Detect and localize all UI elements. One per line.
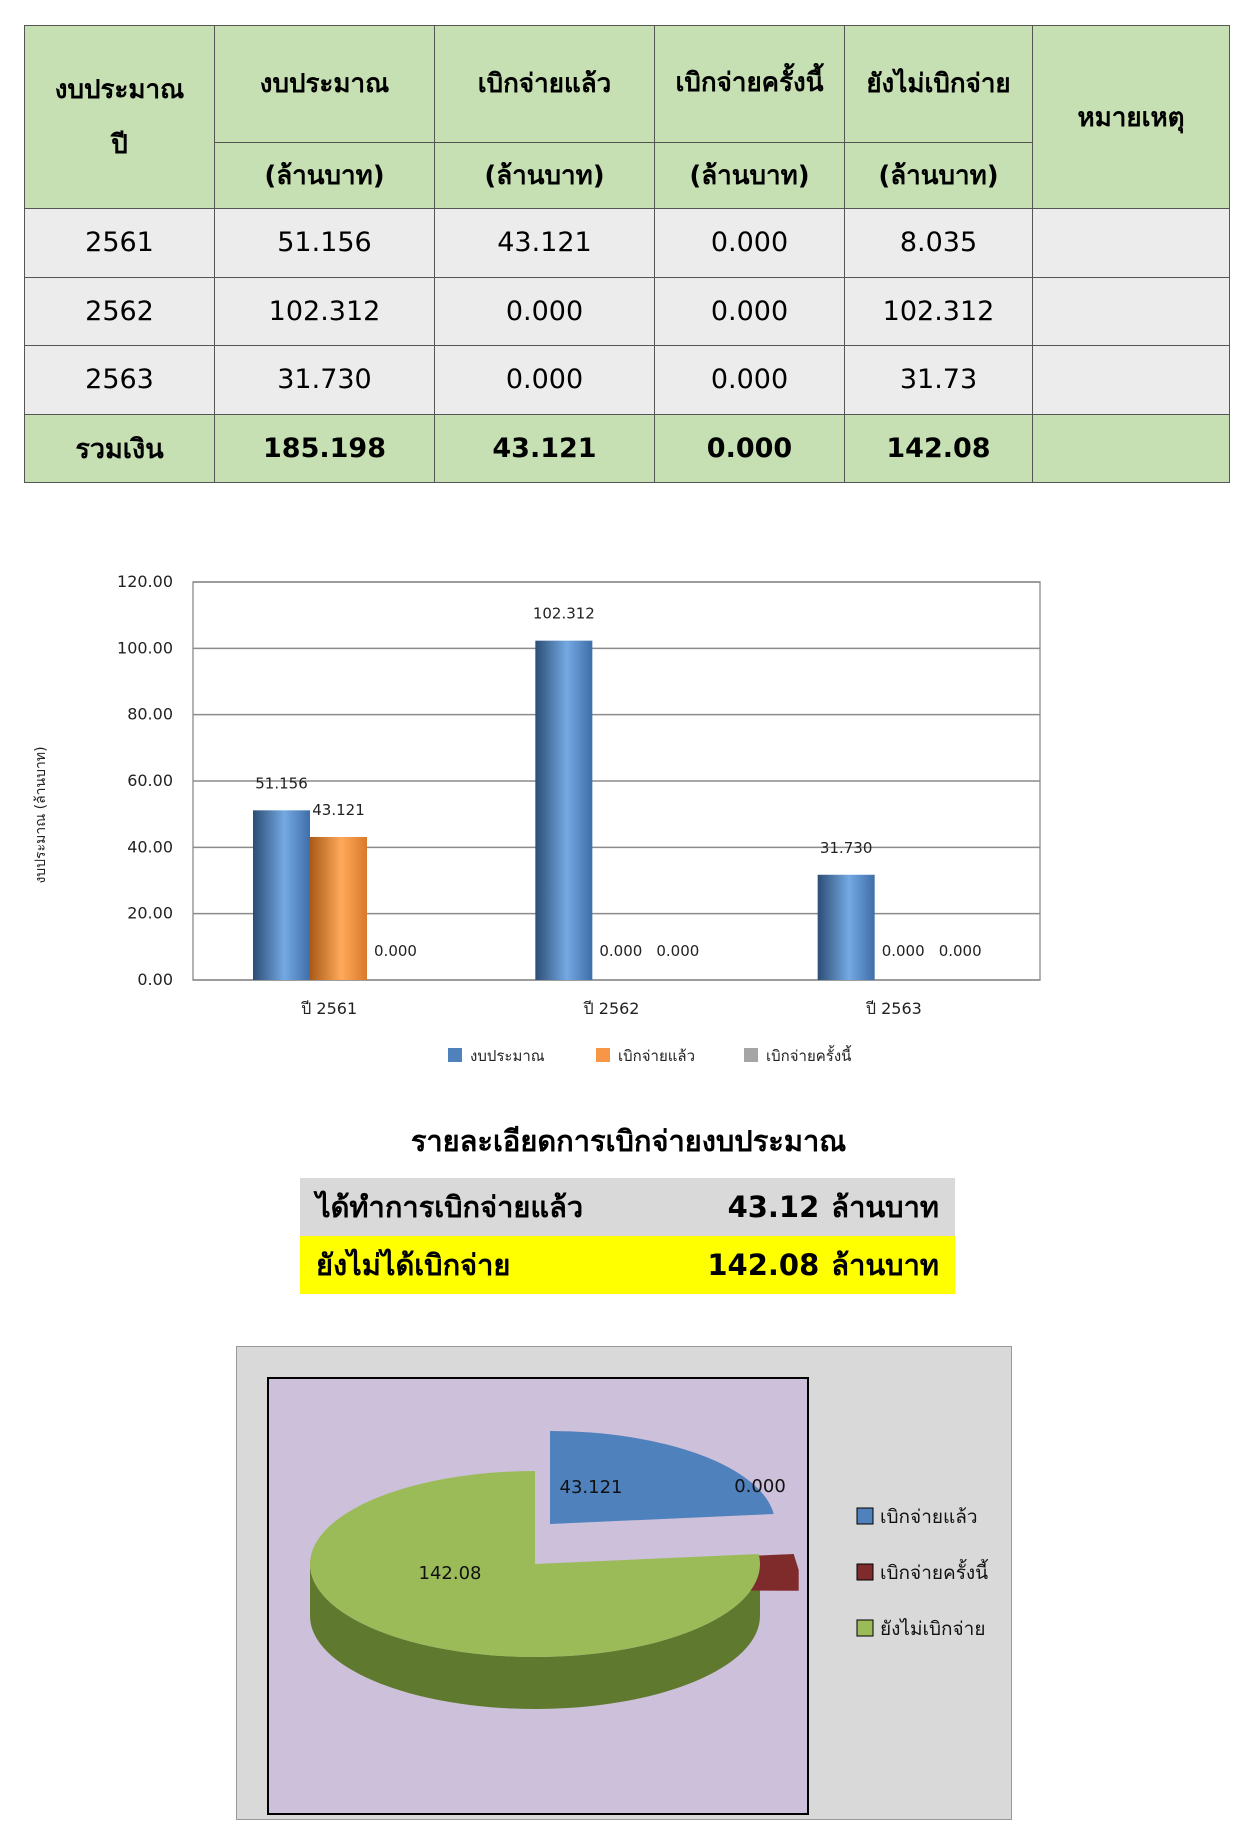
pie-chart-frame	[236, 1346, 1012, 1820]
total-remaining: 142.08	[845, 414, 1033, 483]
bar-value-label: 102.312	[532, 604, 595, 623]
legend-swatch	[857, 1620, 873, 1636]
cell-current: 0.000	[655, 209, 845, 277]
total-label: รวมเงิน	[25, 414, 215, 483]
bar	[818, 875, 875, 980]
cell-budget: 102.312	[215, 277, 435, 345]
legend-label: เบิกจ่ายครั้งนี้	[766, 1047, 852, 1065]
cell-disbursed: 0.000	[435, 346, 655, 414]
bar-value-label: 31.730	[819, 838, 873, 857]
legend-label: งบประมาณ	[470, 1047, 545, 1065]
y-tick-label: 40.00	[127, 837, 173, 857]
legend-label: ยังไม่เบิกจ่าย	[880, 1618, 986, 1640]
cell-current: 0.000	[655, 346, 845, 414]
summary-label: ยังไม่ได้เบิกจ่าย	[316, 1248, 511, 1282]
bar-value-label: 0.000	[656, 942, 700, 960]
x-tick-label: ปี 2561	[301, 999, 358, 1018]
summary-amount	[707, 1242, 939, 1288]
legend-label: เบิกจ่ายครั้งนี้	[880, 1562, 989, 1584]
header-year-line1: งบประมาณ	[54, 75, 185, 106]
summary-box	[300, 1178, 955, 1294]
y-tick-label: 80.00	[127, 704, 173, 724]
header-budget: งบประมาณ	[215, 26, 435, 143]
summary-label: ได้ทำการเบิกจ่ายแล้ว	[316, 1190, 584, 1224]
cell-year: 2563	[25, 346, 215, 414]
bar	[253, 810, 310, 980]
unit-current: (ล้านบาท)	[655, 142, 845, 208]
table-total-row	[25, 414, 1230, 483]
pie-chart	[237, 1347, 1011, 1819]
cell-disbursed: 0.000	[435, 277, 655, 345]
header-note: หมายเหตุ	[1033, 26, 1230, 209]
cell-note	[1033, 277, 1230, 345]
summary-row-disbursed	[300, 1178, 955, 1236]
cell-note	[1033, 209, 1230, 277]
summary-row-remaining	[300, 1236, 955, 1294]
legend-label: เบิกจ่ายแล้ว	[880, 1506, 978, 1528]
unit-remaining: (ล้านบาท)	[845, 142, 1033, 208]
bar-value-label: 43.121	[312, 800, 365, 819]
bar-value-label: 0.000	[374, 942, 417, 960]
legend-item	[448, 1047, 545, 1065]
table-header-row	[25, 26, 1230, 143]
pie-value-label: 0.000	[734, 1476, 786, 1497]
y-tick-label: 20.00	[127, 903, 173, 923]
cell-current: 0.000	[655, 277, 845, 345]
cell-budget: 51.156	[215, 209, 435, 277]
bar-legend	[448, 1045, 852, 1065]
table-row	[25, 277, 1230, 345]
bar-value-label: 51.156	[255, 774, 308, 793]
header-year-line2: ปี	[111, 130, 128, 161]
total-budget: 185.198	[215, 414, 435, 483]
bar-chart	[30, 570, 1230, 1090]
cell-disbursed: 43.121	[435, 209, 655, 277]
x-tick-label: ปี 2562	[583, 999, 640, 1018]
summary-amount	[728, 1184, 939, 1230]
legend-item	[596, 1047, 695, 1065]
cell-note	[1033, 346, 1230, 414]
y-tick-label: 120.00	[117, 572, 173, 591]
y-tick-label: 100.00	[117, 638, 173, 658]
cell-remaining: 8.035	[845, 209, 1033, 277]
summary-value: 43.12	[727, 1190, 820, 1224]
bar	[535, 641, 592, 980]
x-tick-label: ปี 2563	[865, 999, 922, 1018]
table-row	[25, 209, 1230, 277]
legend-swatch	[596, 1048, 610, 1062]
bar-value-label: 0.000	[881, 942, 925, 960]
legend-swatch	[857, 1508, 873, 1524]
legend-item	[857, 1506, 978, 1528]
table-row	[25, 346, 1230, 414]
legend-label: เบิกจ่ายแล้ว	[618, 1047, 696, 1065]
header-remaining: ยังไม่เบิกจ่าย	[845, 26, 1033, 143]
unit-disbursed: (ล้านบาท)	[435, 142, 655, 208]
bar-value-label: 0.000	[599, 942, 643, 960]
unit-budget: (ล้านบาท)	[215, 142, 435, 208]
y-tick-label: 0.00	[137, 970, 173, 989]
total-note	[1033, 414, 1230, 483]
summary-value: 142.08	[707, 1248, 820, 1282]
cell-remaining: 102.312	[845, 277, 1033, 345]
total-disbursed: 43.121	[435, 414, 655, 483]
summary-unit: ล้านบาท	[831, 1248, 939, 1282]
y-axis	[117, 572, 173, 989]
cell-budget: 31.730	[215, 346, 435, 414]
legend-swatch	[744, 1048, 758, 1062]
pie-value-label: 43.121	[559, 1477, 623, 1498]
budget-table	[24, 25, 1230, 483]
legend-swatch	[448, 1048, 462, 1062]
pie-value-label: 142.08	[418, 1563, 482, 1584]
pie-legend	[857, 1506, 988, 1640]
cell-year: 2561	[25, 209, 215, 277]
legend-item	[744, 1045, 852, 1065]
summary-title: รายละเอียดการเบิกจ่ายงบประมาณ	[410, 1124, 847, 1158]
bar	[310, 837, 367, 980]
bar-value-label: 0.000	[938, 942, 982, 960]
legend-item	[857, 1559, 988, 1584]
legend-swatch	[857, 1564, 873, 1580]
total-current: 0.000	[655, 414, 845, 483]
summary-unit: ล้านบาท	[831, 1190, 939, 1224]
header-year	[25, 26, 215, 209]
header-current: เบิกจ่ายครั้งนี้	[655, 26, 845, 143]
y-axis-label: งบประมาณ (ล้านบาท)	[33, 746, 49, 884]
x-axis	[301, 999, 922, 1018]
legend-item	[857, 1618, 985, 1640]
y-tick-label: 60.00	[127, 771, 173, 790]
cell-remaining: 31.73	[845, 346, 1033, 414]
header-disbursed: เบิกจ่ายแล้ว	[435, 26, 655, 143]
cell-year: 2562	[25, 277, 215, 345]
